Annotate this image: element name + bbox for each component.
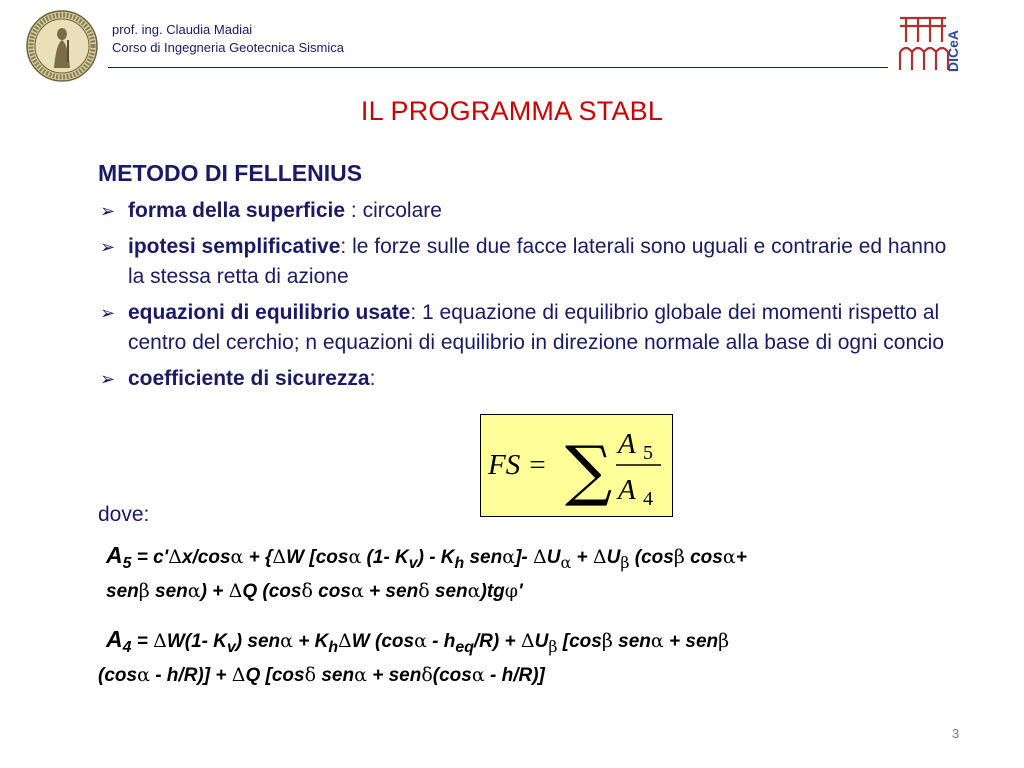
safety-factor-formula [480,414,673,517]
university-seal-logo [26,10,98,82]
bullet-sep: : [345,199,363,222]
bullet-text: le forze sulle due facce laterali sono uguali e contrarie ed hanno la stessa retta di azione [128,235,947,288]
bullet-term: coefficiente di sicurezza [128,367,370,390]
header-divider [108,67,888,68]
bullet-arrow-icon: ➢ [100,201,116,221]
formula-numerator: A [618,428,636,460]
slide-content [98,160,948,400]
formula-denominator-sub: 4 [643,488,653,510]
header-author: prof. ing. Claudia Madiai [112,22,253,37]
summation-icon: ∑ [565,432,613,509]
bullet-arrow-icon: ➢ [100,303,116,323]
equation-a4-line1: $A_4 = \Delta W(1-$ $K_v$) $sen\alpha + K_h\Delta W$ $(\cos\alpha - h_{eq}/R) + \Delta U_\beta$ [cosβ senα + senβ [106,626,730,656]
bullet-term: ipotesi semplificative [128,235,341,258]
bullet-term: forma della superficie [128,199,346,222]
formula-numerator-sub: 5 [643,442,653,464]
page-number: 3 [952,726,960,741]
formula-graphic [481,415,672,516]
where-label: dove: [98,503,150,526]
bullet-sep: : [410,301,423,324]
formula-lhs: FS = [488,449,548,481]
bullet-sep: : [369,367,376,390]
equation-a5-line2: senβ senα) + ΔQ (cosδ cosα + senδ senα)tgφ' [106,580,523,602]
bullet-surface-shape [98,196,948,226]
bullet-arrow-icon: ➢ [100,237,116,257]
bullet-text: 1 equazione di equilibrio globale dei momenti rispetto al centro del cerchio; n equazioni di equilibrio in direzione normale alla base di ogni concio [128,301,944,354]
section-heading: METODO DI FELLENIUS [98,160,363,186]
dicea-logo-text: DICeA [945,29,961,72]
bullet-simplifying-hypotheses [98,232,948,292]
bullet-equilibrium-equations [98,298,948,358]
slide-title: IL PROGRAMMA STABL [360,96,664,126]
header-author-block [112,21,344,57]
bullet-sep: : [340,235,353,258]
bullet-arrow-icon: ➢ [100,369,116,389]
bullet-text: circolare [362,199,442,222]
bullet-safety-factor [98,364,948,394]
header-course: Corso di Ingegneria Geotecnica Sismica [112,40,344,55]
equation-a5-line1: $A_5 = c'\Delta x/\cos\alpha + \{\Delta W$ [cosα (1- $K_v) - K_h$ senα]- $\Delta U_\alpha + \Delta U_\beta$ (cosβ cosα+ [106,542,747,572]
equation-a4-line2: (cosα - h/R)] + ΔQ [cosδ senα + senδ(cosα - h/R)] [98,664,545,686]
bullet-term: equazioni di equilibrio usate [128,301,411,324]
formula-denominator: A [618,474,636,506]
dicea-logo [896,12,972,74]
